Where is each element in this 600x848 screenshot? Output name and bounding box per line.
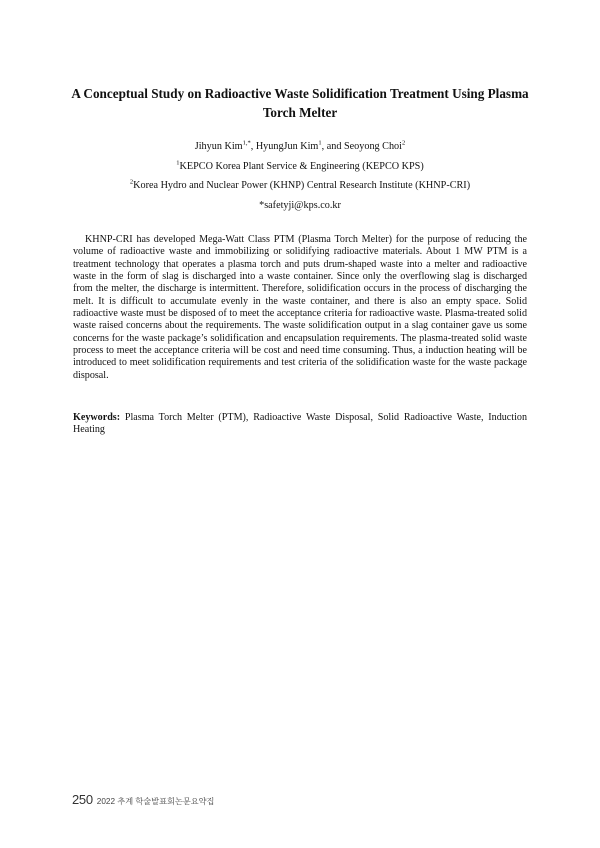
author-name: Seoyong Choi — [343, 141, 402, 152]
affiliation-1 — [60, 157, 540, 177]
page-footer — [72, 791, 214, 809]
affiliation-text: Korea Hydro and Nuclear Power (KHNP) Central Research Institute (KHNP-CRI) — [133, 180, 471, 191]
author-separator: , and — [321, 141, 344, 152]
abstract-paragraph: KHNP-CRI has developed Mega-Watt Class PTM (Plasma Torch Melter) for the purpose of reducing the volume of radioactive waste and immobilizing or solidifying radioactive materials. About 1 MW PTM is a treatment technology that operates a plasma torch and puts drum-shaped waste into a melter and radioactive waste in the form of slag is discharged into a waste container. Since only the overflowing slag is discharged from the melter, the discharge is intermittent. Therefore, solidification occurs in the process of discharging the melt. It is difficult to accumulate evenly in the waste container, and there is also an empty space. Solid radioactive waste must be disposed of to meet the acceptance criteria for radioactive waste. Plasma-treated solid waste raised concerns about the requirements. The waste solidification output in a slag container gave us some concerns for the waste package’s solidification and encapsulation requirements. The plasma-treated solid waste process to meet the acceptance criteria will be cost and need time consuming. Thus, a induction heating will be introduced to meet solidification requirements and test criteria of the solidification waste for the waste package disposal. — [73, 234, 527, 381]
author-list — [60, 137, 540, 157]
keywords-paragraph — [73, 412, 527, 437]
author-name: HyungJun Kim — [255, 141, 319, 152]
affiliation-text: KEPCO Korea Plant Service & Engineering (KEPCO KPS) — [179, 160, 424, 172]
affiliation-mark: 2 — [129, 178, 134, 186]
paper-title: A Conceptual Study on Radioactive Waste Solidification Treatment Using Plasma Torch Melter — [71, 86, 529, 120]
author-block — [60, 137, 540, 215]
author-name: Jihyun Kim — [194, 141, 243, 152]
author-separator: , — [250, 141, 256, 152]
author-affiliation-mark: 2 — [402, 139, 406, 147]
journal-name: 2022 추계 학술발표회논문요약집 — [96, 797, 215, 806]
keywords-label: Keywords: — [73, 412, 121, 423]
corresponding-email: *safetyji@kps.co.kr — [259, 199, 341, 211]
author-affiliation-mark: 1 — [318, 139, 322, 147]
affiliation-mark: 1 — [176, 159, 180, 167]
affiliation-2 — [60, 176, 540, 196]
author-affiliation-mark: 1,* — [242, 139, 251, 147]
keywords-text: Plasma Torch Melter (PTM), Radioactive Waste Disposal, Solid Radioactive Waste, Induction Heating — [73, 412, 527, 436]
page-number: 250 — [72, 792, 93, 807]
